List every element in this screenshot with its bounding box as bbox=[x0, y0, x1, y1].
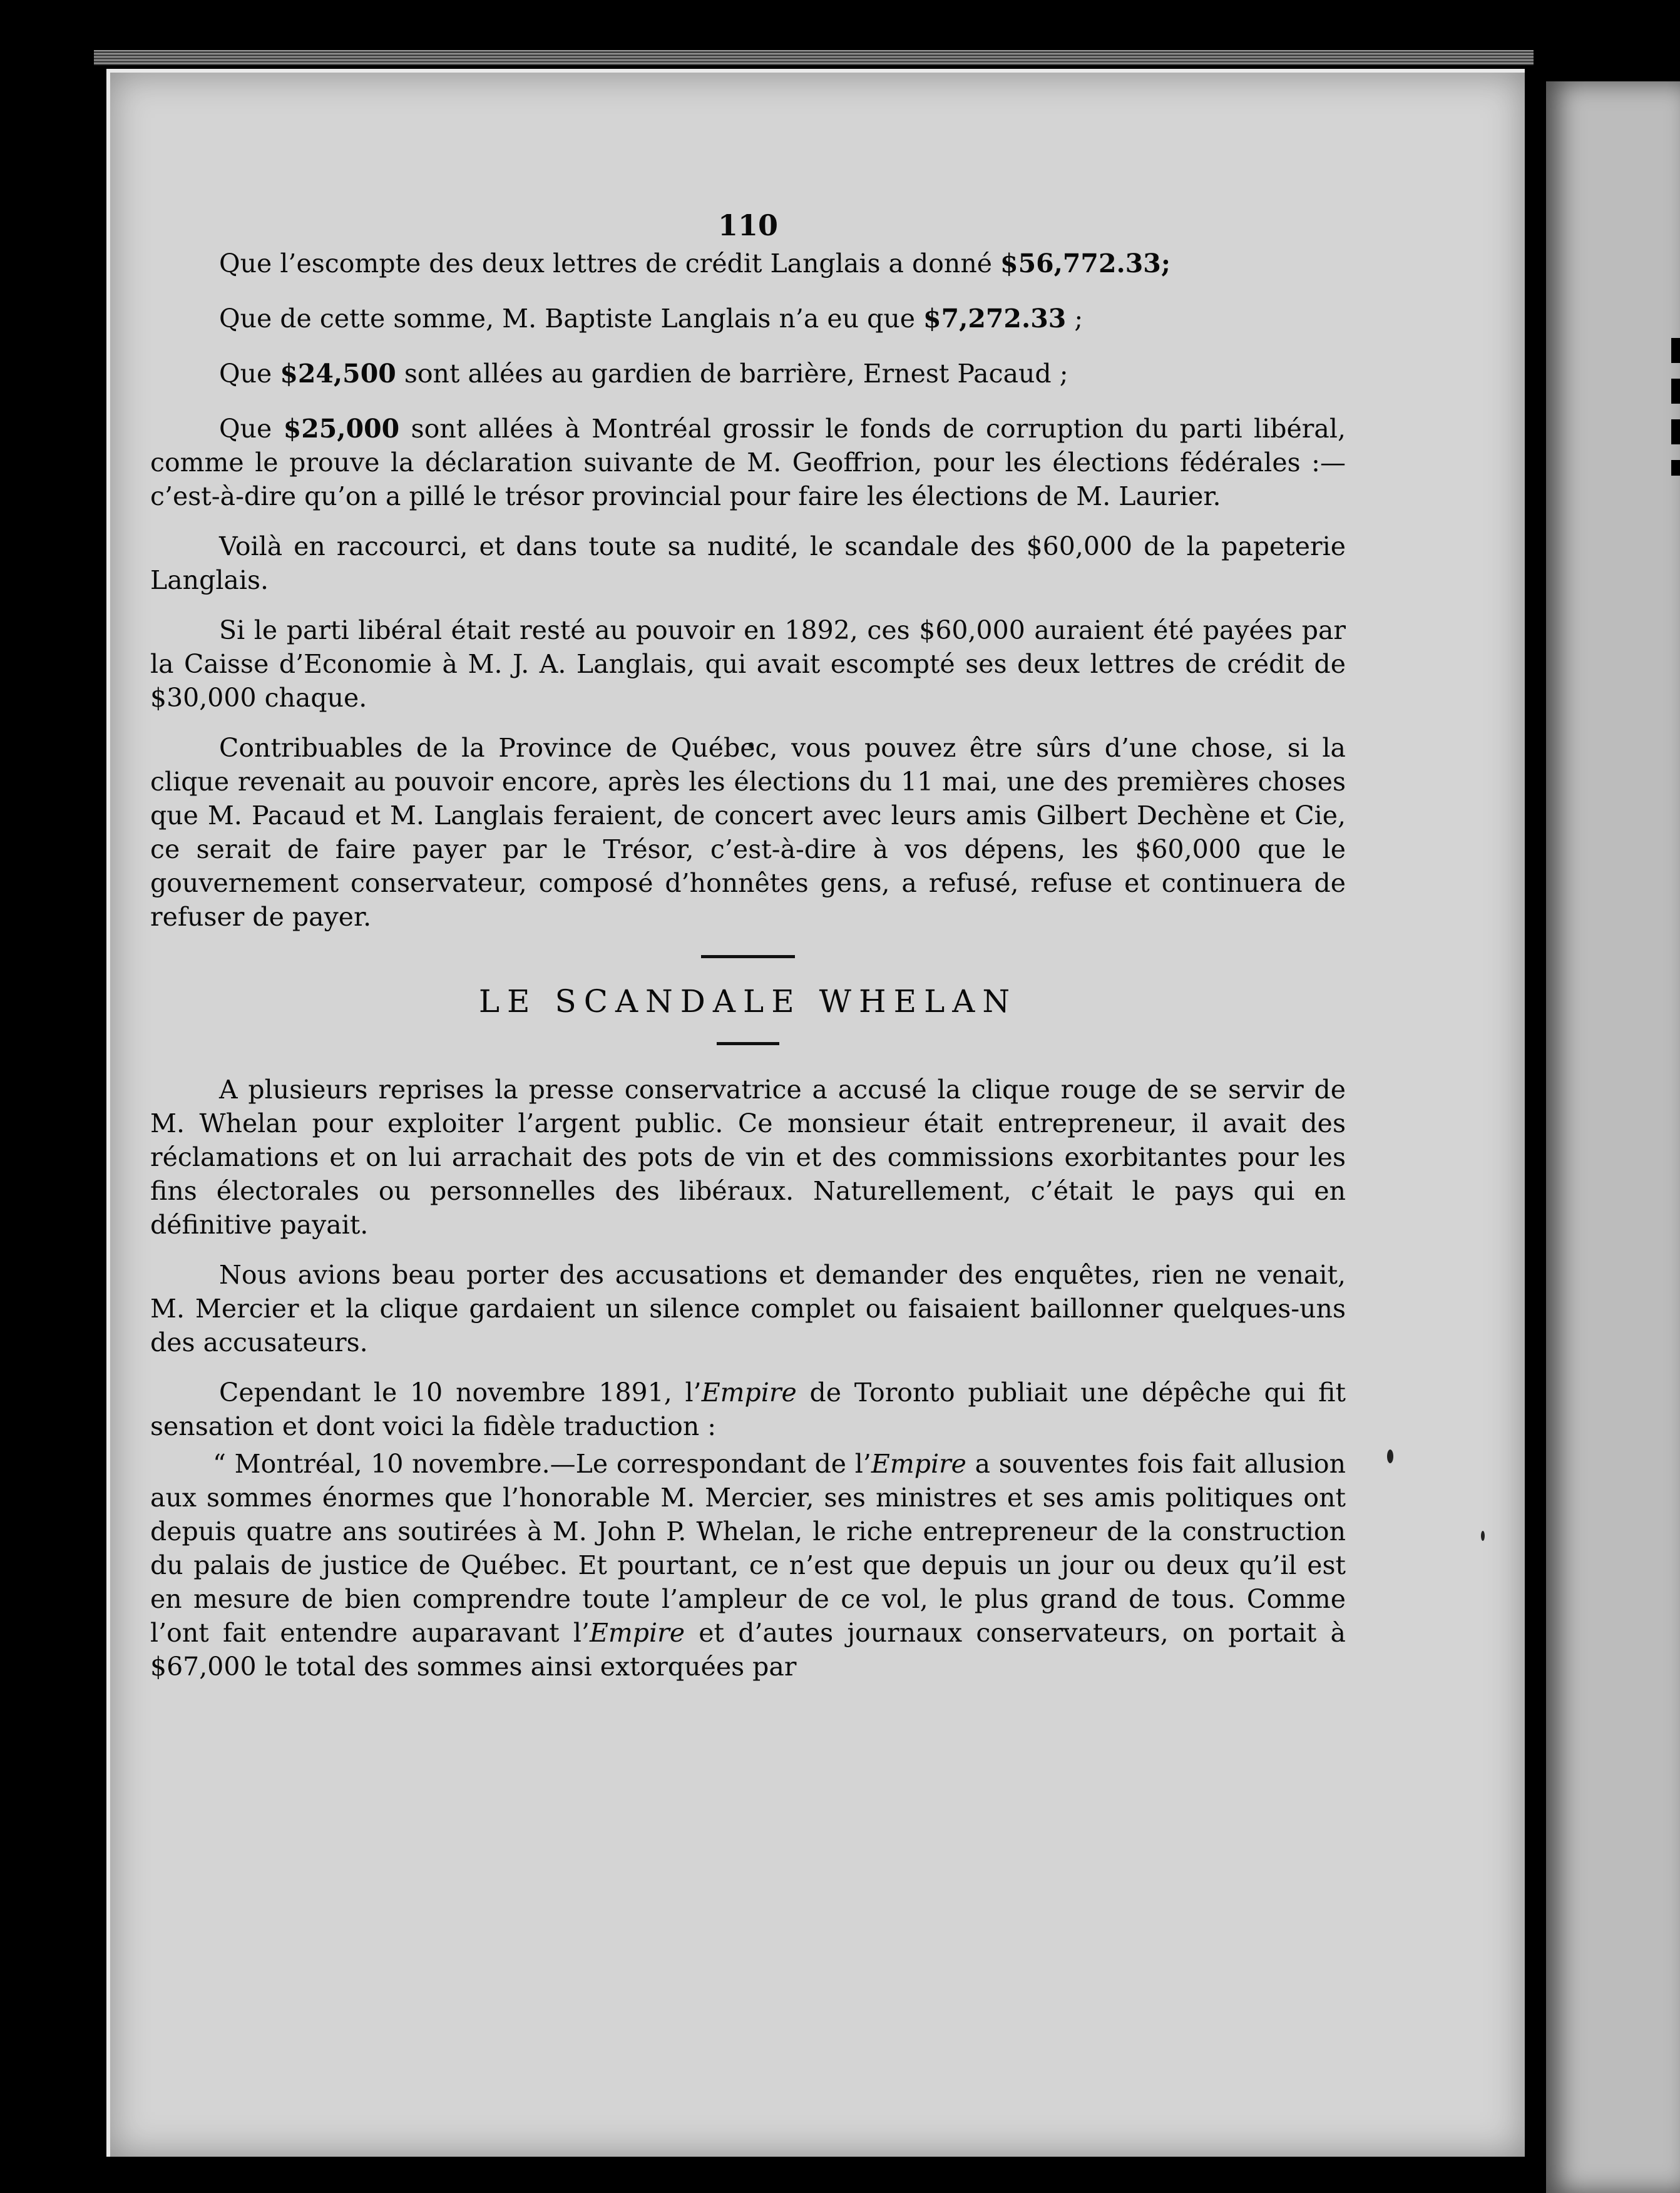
ink-speck bbox=[1387, 1449, 1393, 1463]
ink-speck bbox=[1481, 1531, 1485, 1541]
text-run: ; bbox=[1066, 304, 1083, 334]
newspaper-name: Empire bbox=[871, 1449, 966, 1479]
text-run: Que bbox=[219, 414, 284, 444]
quoted-dispatch bbox=[150, 1447, 1346, 1684]
text-run: sont allées au gardien de barrière, Ernest Pacaud ; bbox=[396, 359, 1068, 389]
page-text bbox=[150, 207, 1346, 1700]
amount: $56,772.33 bbox=[1000, 248, 1161, 279]
text-run: Que de cette somme, M. Baptiste Langlais n’a eu que bbox=[219, 304, 924, 334]
text-run: Que bbox=[219, 359, 280, 389]
amount: $25,000 bbox=[283, 414, 400, 444]
text-run: Que l’escompte des deux lettres de crédit Langlais a donné bbox=[219, 248, 1001, 279]
text-run: “ Montréal, 10 novembre.—Le correspondant de l’ bbox=[213, 1449, 871, 1479]
paragraph: Contribuables de la Province de Québec, vous pouvez être sûrs d’une chose, si la clique revenait au pouvoir encore, après les élections du 11 mai, une des premières choses que M. Pacaud et M. Langlais feraient, de concert avec leurs amis Gilbert Dechène et Cie, ce serait de faire payer par le Trésor, c’est-à-dire à vos dépens, les $60,000 que le gouvernement conservateur, composé d’honnêtes gens, a refusé, refuse et continuera de refuser de payer. bbox=[150, 733, 1346, 932]
paragraph: A plusieurs reprises la presse conservatrice a accusé la clique rouge de se servir de M. Whelan pour exploiter l’argent public. Ce monsieur était entrepreneur, il avait des réclamations et on lui arrachait des pots de vin et des commissions exorbitantes pour les fins électorales ou personnelles des libéraux. Naturellement, c’était le pays qui en définitive payait. bbox=[150, 1075, 1346, 1240]
text-run: sont allées à Montréal grossir le fonds de corruption du parti libéral, comme le prouve la déclaration suivante de M. Geoffrion, pour les élections fédérales :—c’est-à-dire qu’on a pillé le trésor provincial pour faire les élections de M. Laurier. bbox=[150, 414, 1346, 511]
newspaper-name: Empire bbox=[701, 1378, 797, 1408]
paragraph bbox=[150, 247, 1346, 280]
text-run: de Toronto publiait une dépêche qui fit sensation et dont voici la fidèle traduction : bbox=[150, 1378, 1346, 1441]
amount: $24,500 bbox=[280, 359, 396, 389]
paragraph: Voilà en raccourci, et dans toute sa nudité, le scandale des $60,000 de la papeterie Langlais. bbox=[150, 531, 1346, 595]
section-divider bbox=[717, 1042, 779, 1045]
text-run: a souventes fois fait allusion aux sommes énormes que l’honorable M. Mercier, ses ministres et ses amis politiques ont depuis quatre ans soutirées à M. John P. Whelan, le riche entrepreneur de la construction du palais de justice de Québec. Et pourtant, ce n’est que depuis un jour ou deux qu’il est en mesure de bien comprendre toute l’ampleur de ce vol, le plus grand de tous. Comme l’ont fait entendre auparavant l’ bbox=[150, 1449, 1346, 1648]
facing-page-text-fragments bbox=[1671, 338, 1680, 476]
text-run: et d’autes journaux conservateurs, on portait à $67,000 le total des sommes ainsi extorquées par bbox=[150, 1618, 1346, 1682]
paragraph bbox=[150, 412, 1346, 513]
amount: $7,272.33 bbox=[923, 304, 1067, 334]
paragraph bbox=[150, 1376, 1346, 1443]
paragraph: Si le parti libéral était resté au pouvoir en 1892, ces $60,000 auraient été payées par la Caisse d’Economie à M. J. A. Langlais, qui avait escompté ses deux lettres de crédit de $30,000 chaque. bbox=[150, 615, 1346, 713]
page-number: 110 bbox=[717, 208, 779, 242]
text-run: Cependant le 10 novembre 1891, l’ bbox=[219, 1378, 702, 1408]
newspaper-name: Empire bbox=[589, 1618, 685, 1648]
section-divider bbox=[701, 955, 795, 958]
text-run: ; bbox=[1160, 248, 1170, 279]
paragraph bbox=[150, 357, 1346, 391]
paragraph bbox=[150, 302, 1346, 335]
page-edge-stack bbox=[94, 50, 1534, 65]
section-title: LE SCANDALE WHELAN bbox=[478, 983, 1018, 1020]
facing-page-edge bbox=[1546, 81, 1680, 2193]
paragraph: Nous avions beau porter des accusations et demander des enquêtes, rien ne venait, M. Mercier et la clique gardaient un silence complet ou faisaient baillonner quelques-uns des accusateurs. bbox=[150, 1260, 1346, 1357]
